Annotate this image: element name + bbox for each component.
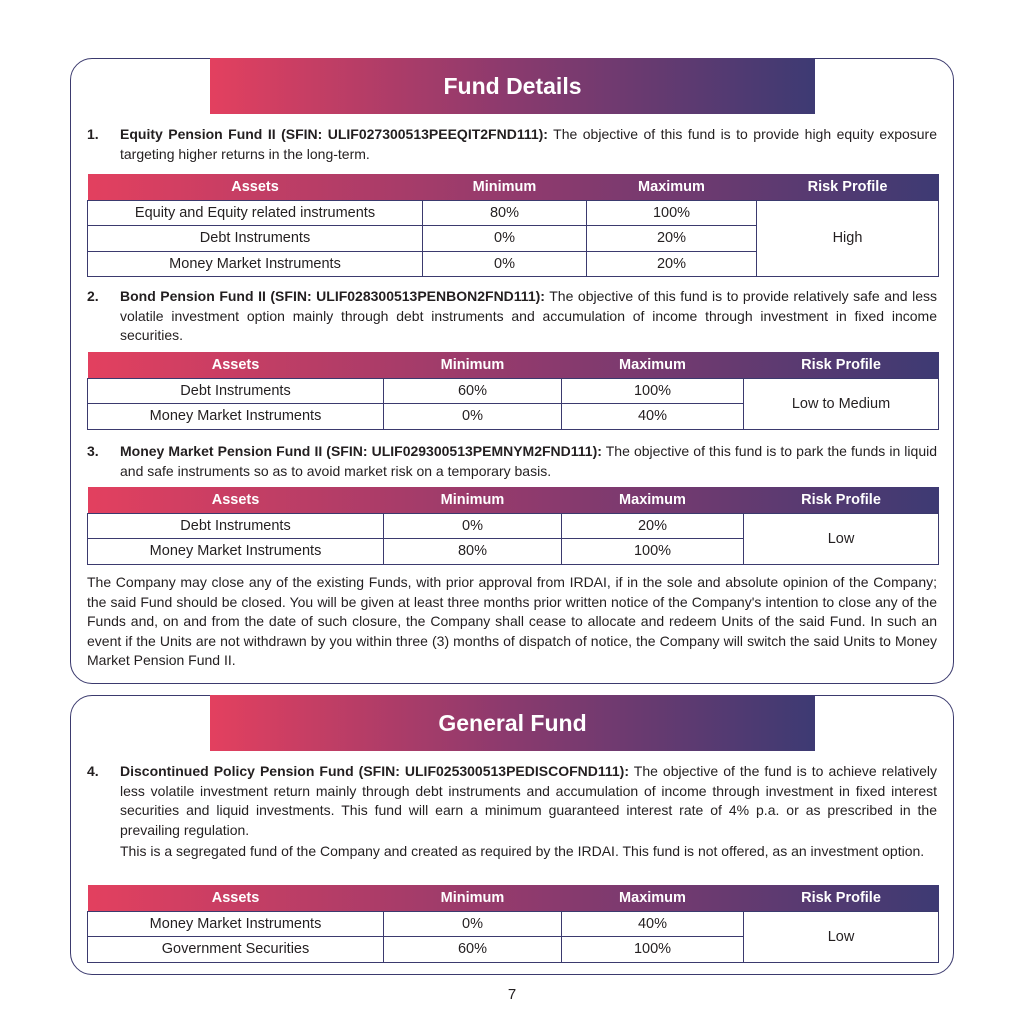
- fund-details-banner: Fund Details: [210, 58, 815, 114]
- maximum-cell: 100%: [562, 378, 744, 404]
- fund-4-description: [87, 762, 937, 840]
- asset-cell: Money Market Instruments: [88, 539, 384, 565]
- fund-3-table: [87, 487, 939, 565]
- fund-1-description: [87, 125, 937, 164]
- table-row: [88, 200, 939, 226]
- risk-profile-cell: Low: [744, 513, 939, 564]
- minimum-cell: 60%: [384, 937, 562, 963]
- header-minimum: Minimum: [440, 889, 505, 906]
- fund-3-description: [87, 442, 937, 481]
- minimum-cell: 0%: [423, 251, 587, 277]
- page-number: 7: [507, 986, 517, 1003]
- header-maximum: Maximum: [619, 491, 686, 508]
- maximum-cell: 20%: [562, 513, 744, 539]
- fund-objective: The objective of this fund is to provide relatively safe and less volatile investment option mainly through debt instruments and accumulation of income through investment in fixed income securities.: [120, 288, 937, 343]
- header-minimum: Minimum: [440, 491, 505, 508]
- asset-cell: Debt Instruments: [88, 378, 384, 404]
- maximum-cell: 40%: [562, 911, 744, 937]
- fund-number: 1.: [87, 126, 99, 142]
- header-maximum: Maximum: [619, 356, 686, 373]
- general-fund-section: [70, 695, 954, 975]
- maximum-cell: 100%: [562, 937, 744, 963]
- fund-2-table: [87, 352, 939, 430]
- fund-4-table: [87, 885, 939, 963]
- asset-cell: Money Market Instruments: [88, 404, 384, 430]
- header-assets: Assets: [211, 491, 260, 508]
- minimum-cell: 0%: [384, 513, 562, 539]
- general-fund-banner: General Fund: [210, 695, 815, 751]
- table-row: [88, 378, 939, 404]
- header-assets: Assets: [231, 178, 279, 195]
- risk-profile-cell: High: [757, 200, 939, 277]
- risk-profile-cell: Low: [744, 911, 939, 962]
- table-row: [88, 911, 939, 937]
- maximum-cell: 100%: [562, 539, 744, 565]
- table-row: [88, 513, 939, 539]
- fund-closure-paragraph: The Company may close any of the existing Funds, with prior approval from IRDAI, if in the sole and absolute opinion of the Company; the said Fund should be closed. You will be given at least three months prior written notice of the Company's intention to close any of the Funds and, on and from the date of such closure, the Company shall cease to allocate and redeem Units of the said Fund. In such an event if the Units are not withdrawn by you within three (3) months of dispatch of notice, the Company will switch the said Units to Money Market Pension Fund II.: [87, 574, 937, 668]
- header-assets: Assets: [211, 356, 260, 373]
- minimum-cell: 0%: [384, 911, 562, 937]
- asset-cell: Government Securities: [88, 937, 384, 963]
- fund-details-section: [70, 58, 954, 684]
- minimum-cell: 80%: [384, 539, 562, 565]
- header-risk-profile: Risk Profile: [801, 356, 881, 373]
- fund-objective: The objective of this fund is to provide high equity exposure targeting higher returns in the long-term.: [120, 126, 937, 162]
- fund-name: Bond Pension Fund II (SFIN: ULIF028300513PENBON2FND111):: [120, 288, 545, 304]
- fund-number: 3.: [87, 443, 99, 459]
- fund-number: 2.: [87, 288, 99, 304]
- fund-number: 4.: [87, 763, 99, 779]
- fund-name: Equity Pension Fund II (SFIN: ULIF027300513PEEQIT2FND111):: [120, 126, 548, 142]
- header-maximum: Maximum: [619, 889, 686, 906]
- header-minimum: Minimum: [440, 356, 505, 373]
- asset-cell: Money Market Instruments: [88, 911, 384, 937]
- asset-cell: Money Market Instruments: [88, 251, 423, 277]
- fund-4-note: [87, 842, 937, 862]
- minimum-cell: 0%: [384, 404, 562, 430]
- fund-objective: The objective of this fund is to park the funds in liquid and safe instruments so as to avoid market risk on a temporary basis.: [120, 443, 937, 479]
- asset-cell: Debt Instruments: [88, 226, 423, 252]
- asset-cell: Equity and Equity related instruments: [88, 200, 423, 226]
- minimum-cell: 60%: [384, 378, 562, 404]
- fund-objective: The objective of the fund is to achieve relatively less volatile investment return mainly through debt instruments and accumulation of income through investment in fixed interest securities and liquid investments. This fund will earn a minimum guaranteed interest rate of 4% p.a. or as prescribed in the prevailing regulation.: [120, 763, 937, 838]
- header-risk-profile: Risk Profile: [801, 491, 881, 508]
- maximum-cell: 100%: [587, 200, 757, 226]
- header-risk-profile: Risk Profile: [807, 178, 888, 195]
- header-minimum: Minimum: [472, 178, 537, 195]
- segregated-fund-note: This is a segregated fund of the Company and created as required by the IRDAI. This fund is not offered, as an investment option.: [120, 843, 925, 859]
- header-assets: Assets: [211, 889, 260, 906]
- maximum-cell: 20%: [587, 226, 757, 252]
- minimum-cell: 80%: [423, 200, 587, 226]
- fund-name: Money Market Pension Fund II (SFIN: ULIF029300513PEMNYM2FND111):: [120, 443, 602, 459]
- risk-profile-cell: Low to Medium: [744, 378, 939, 429]
- fund-2-description: [87, 287, 937, 346]
- header-maximum: Maximum: [638, 178, 705, 195]
- asset-cell: Debt Instruments: [88, 513, 384, 539]
- maximum-cell: 40%: [562, 404, 744, 430]
- fund-name: Discontinued Policy Pension Fund (SFIN: ULIF025300513PEDISCOFND111):: [120, 763, 629, 779]
- header-risk-profile: Risk Profile: [801, 889, 881, 906]
- minimum-cell: 0%: [423, 226, 587, 252]
- maximum-cell: 20%: [587, 251, 757, 277]
- fund-1-table: [87, 174, 939, 277]
